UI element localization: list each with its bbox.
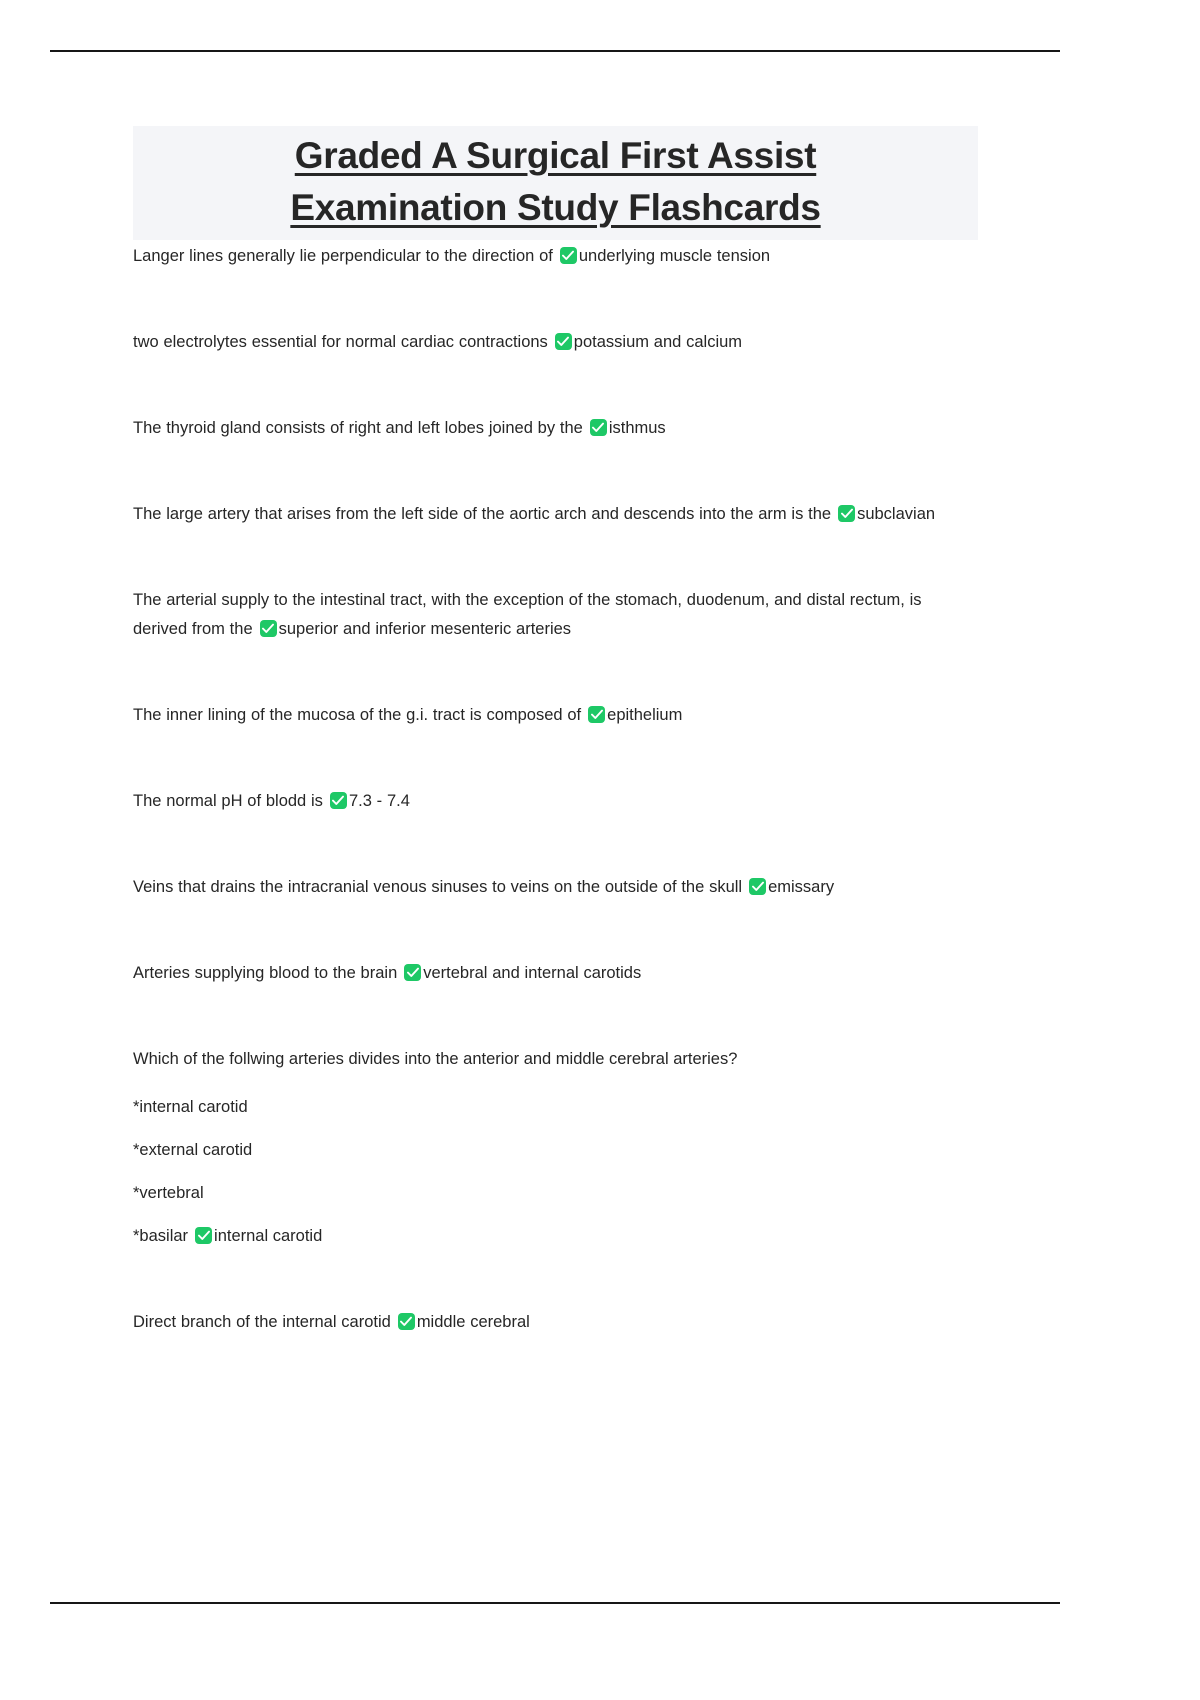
flashcard-question: Langer lines generally lie perpendicular to the direction of: [133, 247, 553, 265]
title-band: [133, 126, 978, 240]
multiple-choice-option-label: *basilar: [133, 1227, 189, 1245]
check-icon: [838, 505, 855, 522]
multiple-choice-option-with-answer: [133, 1222, 978, 1251]
flashcard-answer: superior and inferior mesenteric arteries: [278, 620, 572, 638]
flashcard-answer: vertebral and internal carotids: [423, 964, 642, 982]
flashcard-question: The large artery that arises from the left side of the aortic arch and descends into the arm is the: [133, 505, 832, 523]
flashcard-row: [133, 586, 978, 644]
flashcard-question: Arteries supplying blood to the brain: [133, 964, 398, 982]
check-icon: [560, 247, 577, 264]
flashcard-row: [133, 414, 978, 443]
check-icon: [398, 1313, 415, 1330]
flashcard-row: [133, 701, 978, 730]
check-icon: [195, 1227, 212, 1244]
check-icon: [330, 792, 347, 809]
check-icon: [260, 620, 277, 637]
page-title-line-2: Examination Study Flashcards: [290, 187, 821, 228]
check-icon: [588, 706, 605, 723]
page-top-rule: [50, 50, 1060, 52]
flashcard-question: The arterial supply to the intestinal tract, with the exception of the stomach, duodenum, and distal rectum, is derived from the: [133, 591, 922, 638]
multiple-choice-question: Which of the follwing arteries divides into the anterior and middle cerebral arteries?: [133, 1050, 738, 1068]
flashcard-answer: underlying muscle tension: [578, 247, 771, 265]
flashcard-question: The inner lining of the mucosa of the g.i. tract is composed of: [133, 706, 582, 724]
multiple-choice-option: *internal carotid: [133, 1098, 248, 1116]
flashcard-answer: middle cerebral: [416, 1313, 530, 1331]
flashcard-answer: 7.3 - 7.4: [348, 792, 410, 810]
page-title-line-1: Graded A Surgical First Assist: [294, 135, 817, 176]
flashcard-question: The normal pH of blodd is: [133, 792, 323, 810]
flashcard-question: Direct branch of the internal carotid: [133, 1313, 391, 1331]
flashcard-row: [133, 787, 978, 816]
multiple-choice-card: [133, 1045, 978, 1251]
flashcard-answer: epithelium: [607, 706, 683, 724]
flashcard-row: [133, 959, 978, 988]
flashcard-row: [133, 242, 978, 271]
page-bottom-rule: [50, 1602, 1060, 1604]
flashcard-answer: emissary: [768, 878, 835, 896]
flashcard-row: [133, 1308, 978, 1337]
flashcard-question: The thyroid gland consists of right and left lobes joined by the: [133, 419, 583, 437]
check-icon: [404, 964, 421, 981]
flashcard-answer: subclavian: [857, 505, 936, 523]
multiple-choice-answer: internal carotid: [214, 1227, 323, 1245]
multiple-choice-option: *external carotid: [133, 1141, 253, 1159]
flashcard-row: [133, 328, 978, 357]
document-content: [133, 126, 978, 1394]
multiple-choice-option: *vertebral: [133, 1184, 204, 1202]
flashcard-question: Veins that drains the intracranial venous sinuses to veins on the outside of the skull: [133, 878, 743, 896]
check-icon: [555, 333, 572, 350]
flashcard-answer: potassium and calcium: [573, 333, 743, 351]
flashcard-list: [133, 242, 978, 1337]
check-icon: [590, 419, 607, 436]
flashcard-row: [133, 500, 978, 529]
flashcard-row: [133, 873, 978, 902]
page-title: [133, 130, 978, 234]
check-icon: [749, 878, 766, 895]
flashcard-answer: isthmus: [608, 419, 666, 437]
flashcard-question: two electrolytes essential for normal cardiac contractions: [133, 333, 548, 351]
